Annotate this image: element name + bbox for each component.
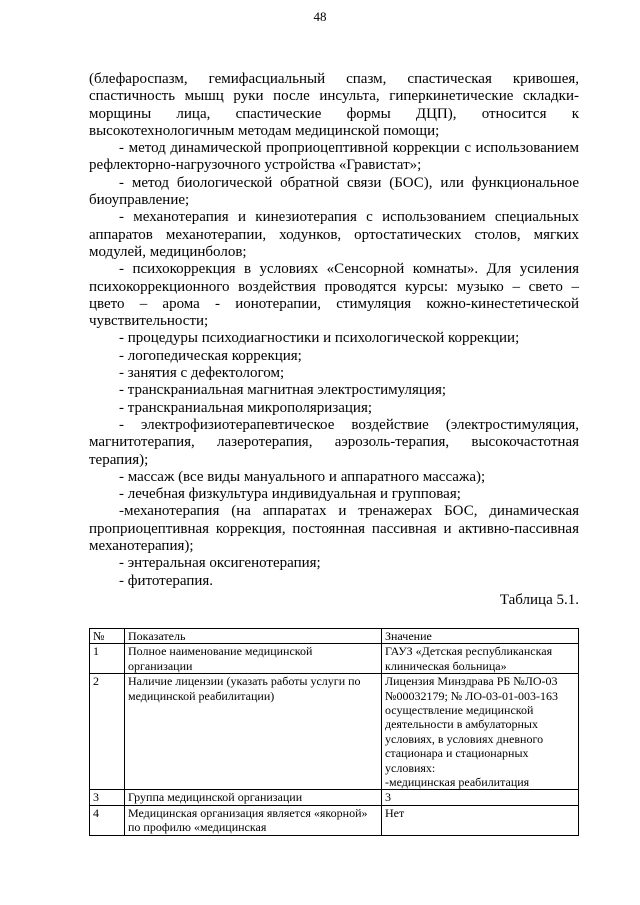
row-value: Лицензия Минздрава РБ №ЛО-03 №00032179; № ЛО-03-01-003-163 осуществление медицинской деятельности в амбулаторных условиях, в условиях дневного стационара и стационарных условиях: -медицинская реабилитация	[382, 674, 579, 790]
list-item: - энтеральная оксигенотерапия;	[119, 555, 321, 572]
page-number: 48	[313, 9, 327, 24]
row-indicator: Полное наименование медицинской организации	[125, 644, 382, 674]
paragraph: (блефароспазм, гемифасциальный спазм, спастическая кривошея, спастичность мышц руки после инсульта, гиперкинетические складки-морщины лица, спастические формы ДЦП), относится к высокотехнологичным методам медицинской помощи;	[89, 71, 579, 139]
column-header-indicator: Показатель	[125, 629, 382, 644]
list-item: - психокоррекция в условиях «Сенсорной комнаты». Для усиления психокоррекционного воздействия проводятся курсы: музыко – свето – цвето – арома - ионотерапии, стимуляция кожно-кинестетической чувствительности;	[89, 261, 579, 330]
table-header-row	[90, 629, 579, 644]
list-item: - транскраниальная магнитная электростимуляция;	[119, 382, 447, 399]
list-item: - метод биологической обратной связи (БОС), или функциональное биоуправление;	[89, 174, 579, 209]
table-row	[90, 674, 579, 790]
row-value: ГАУЗ «Детская республиканская клиническая больница»	[382, 644, 579, 674]
row-indicator: Медицинская организация является «якорной» по профилю «медицинская	[125, 805, 382, 835]
list-item: - механотерапия и кинезиотерапия с использованием специальных аппаратов механотерапии, ходунков, ортостатических столов, мягких модулей, медицинболов;	[89, 209, 579, 260]
row-indicator: Группа медицинской организации	[125, 790, 382, 805]
row-value: 3	[382, 790, 579, 805]
table-row	[90, 790, 579, 805]
row-number: 1	[90, 644, 125, 674]
row-indicator: Наличие лицензии (указать работы услуги по медицинской реабилитации)	[125, 674, 382, 790]
row-value: Нет	[382, 805, 579, 835]
list-item: - фитотерапия.	[119, 572, 214, 589]
list-item: - массаж (все виды мануального и аппаратного массажа);	[119, 468, 486, 485]
body-text	[89, 71, 579, 590]
list-item: - электрофизиотерапевтическое воздействие (электростимуляция, магнитотерапия, лазеротерапия, аэрозоль-терапия, высокочастотная терапия);	[89, 416, 579, 468]
table-caption: Таблица 5.1.	[499, 592, 579, 608]
list-item: - транскраниальная микрополяризация;	[119, 399, 373, 416]
list-item: - лечебная физкультура индивидуальная и групповая;	[119, 486, 461, 503]
column-header-value: Значение	[382, 629, 579, 644]
list-item: - логопедическая коррекция;	[119, 347, 302, 364]
list-item: - метод динамической проприоцептивной коррекции с использованием рефлекторно-нагрузочного устройства «Гравистат»;	[89, 140, 579, 174]
list-item: - занятия с дефектологом;	[119, 365, 285, 382]
column-header-number: №	[90, 629, 125, 644]
organization-table	[89, 628, 579, 836]
list-item: -механотерапия (на аппаратах и тренажерах БОС, динамическая проприоцептивная коррекция, постоянная пассивная и активно-пассивная механотерапия);	[89, 503, 579, 555]
row-number: 2	[90, 674, 125, 790]
row-number: 4	[90, 805, 125, 835]
row-number: 3	[90, 790, 125, 805]
list-item: - процедуры психодиагностики и психологической коррекции;	[119, 330, 520, 347]
table-row	[90, 644, 579, 674]
table-row	[90, 805, 579, 835]
